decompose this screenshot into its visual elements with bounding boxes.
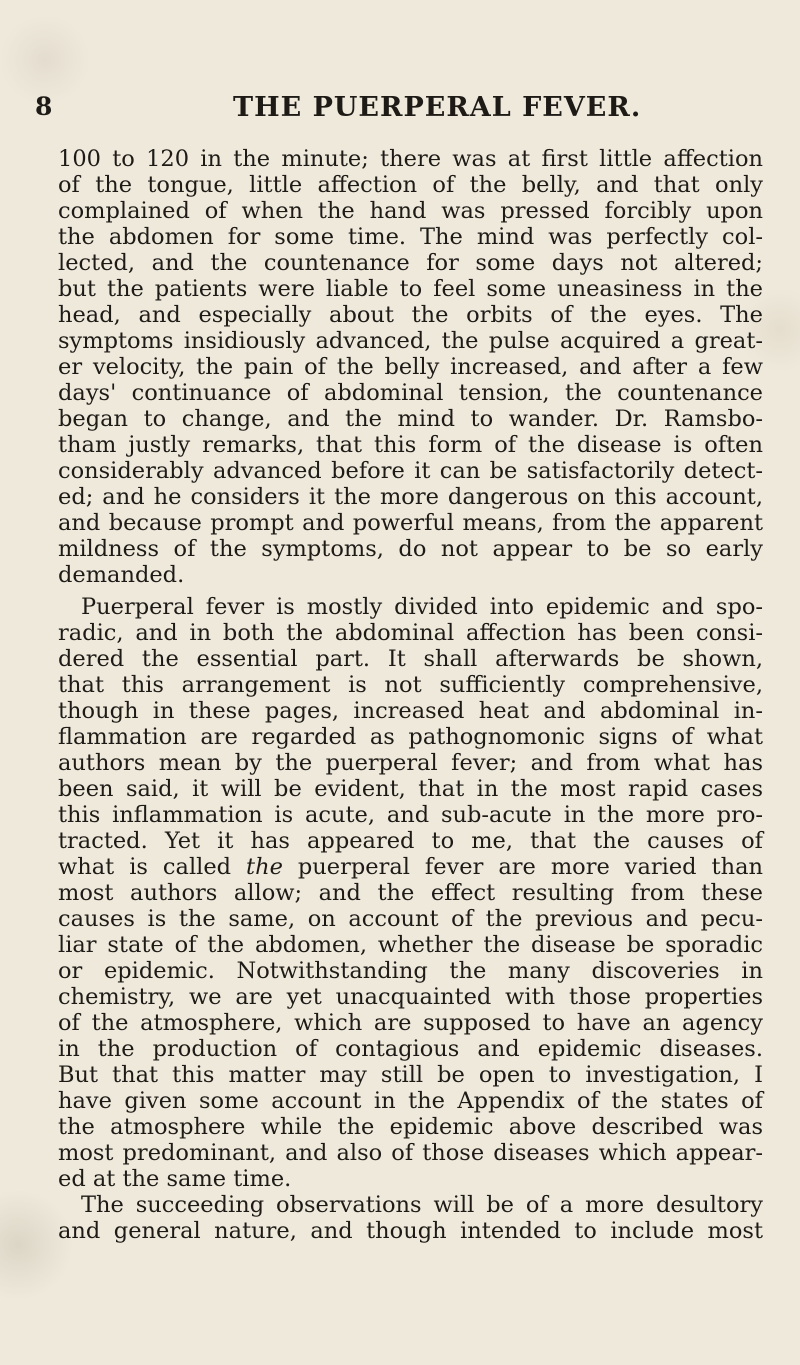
page-number: 8 <box>35 92 53 121</box>
text-line: demanded. <box>58 562 185 588</box>
text-line: of the atmosphere, which are supposed to have an agency <box>58 1010 763 1036</box>
text-fragment: what is called <box>58 854 247 880</box>
text-line: and because prompt and powerful means, from the apparent <box>58 510 763 536</box>
text-line: most authors allow; and the effect resulting from these <box>58 880 763 906</box>
text-line: tracted. Yet it has appeared to me, that the causes of <box>58 828 763 854</box>
text-line: days' continuance of abdominal tension, the countenance <box>58 380 763 406</box>
text-line: though in these pages, increased heat and abdominal in- <box>58 698 763 724</box>
text-line: flammation are regarded as pathognomonic signs of what <box>58 724 763 750</box>
running-head: THE PUERPERAL FEVER. <box>233 92 642 123</box>
text-line: in the production of contagious and epidemic diseases. <box>58 1036 763 1062</box>
text-line: complained of when the hand was pressed forcibly upon <box>58 198 763 224</box>
paragraph-start-line: Puerperal fever is mostly divided into epidemic and spo- <box>81 594 763 620</box>
text-line: chemistry, we are yet unacquainted with those properties <box>58 984 763 1010</box>
text-line: considerably advanced before it can be satisfactorily detect- <box>58 458 763 484</box>
text-line: most predominant, and also of those diseases which appear- <box>58 1140 763 1166</box>
text-line: of the tongue, little affection of the belly, and that only <box>58 172 763 198</box>
text-line: lected, and the countenance for some days not altered; <box>58 250 763 276</box>
text-line: began to change, and the mind to wander. Dr. Ramsbo- <box>58 406 763 432</box>
text-line: or epidemic. Notwithstanding the many discoveries in <box>58 958 763 984</box>
text-line: authors mean by the puerperal fever; and from what has <box>58 750 763 776</box>
text-line: this inflammation is acute, and sub-acute in the more pro- <box>58 802 763 828</box>
text-line: mildness of the symptoms, do not appear to be so early <box>58 536 763 562</box>
text-line: But that this matter may still be open to investigation, I <box>58 1062 763 1088</box>
text-line: tham justly remarks, that this form of the disease is often <box>58 432 763 458</box>
text-line: have given some account in the Appendix of the states of <box>58 1088 763 1114</box>
text-fragment: puerperal fever are more varied than <box>282 854 763 880</box>
text-line: ed at the same time. <box>58 1166 292 1192</box>
text-line: radic, and in both the abdominal affection has been consi- <box>58 620 763 646</box>
text-line: dered the essential part. It shall afterwards be shown, <box>58 646 763 672</box>
text-line: symptoms insidiously advanced, the pulse acquired a great- <box>58 328 763 354</box>
body-text <box>58 146 763 1336</box>
text-line: and general nature, and though intended to include most <box>58 1218 763 1244</box>
text-line: 100 to 120 in the minute; there was at first little affection <box>58 146 763 172</box>
text-line: but the patients were liable to feel some uneasiness in the <box>58 276 763 302</box>
text-line: that this arrangement is not sufficiently comprehensive, <box>58 672 763 698</box>
text-line: the atmosphere while the epidemic above described was <box>58 1114 763 1140</box>
italic-word: the <box>246 854 283 880</box>
text-line-with-italic <box>58 854 763 880</box>
text-line: the abdomen for some time. The mind was perfectly col- <box>58 224 763 250</box>
text-line: causes is the same, on account of the previous and pecu- <box>58 906 763 932</box>
text-line: er velocity, the pain of the belly increased, and after a few <box>58 354 763 380</box>
text-line: been said, it will be evident, that in the most rapid cases <box>58 776 763 802</box>
paragraph-start-line: The succeeding observations will be of a more desultory <box>81 1192 763 1218</box>
text-line: ed; and he considers it the more dangerous on this account, <box>58 484 763 510</box>
text-line: liar state of the abdomen, whether the disease be sporadic <box>58 932 763 958</box>
text-line: head, and especially about the orbits of the eyes. The <box>58 302 763 328</box>
page-header <box>35 92 755 130</box>
